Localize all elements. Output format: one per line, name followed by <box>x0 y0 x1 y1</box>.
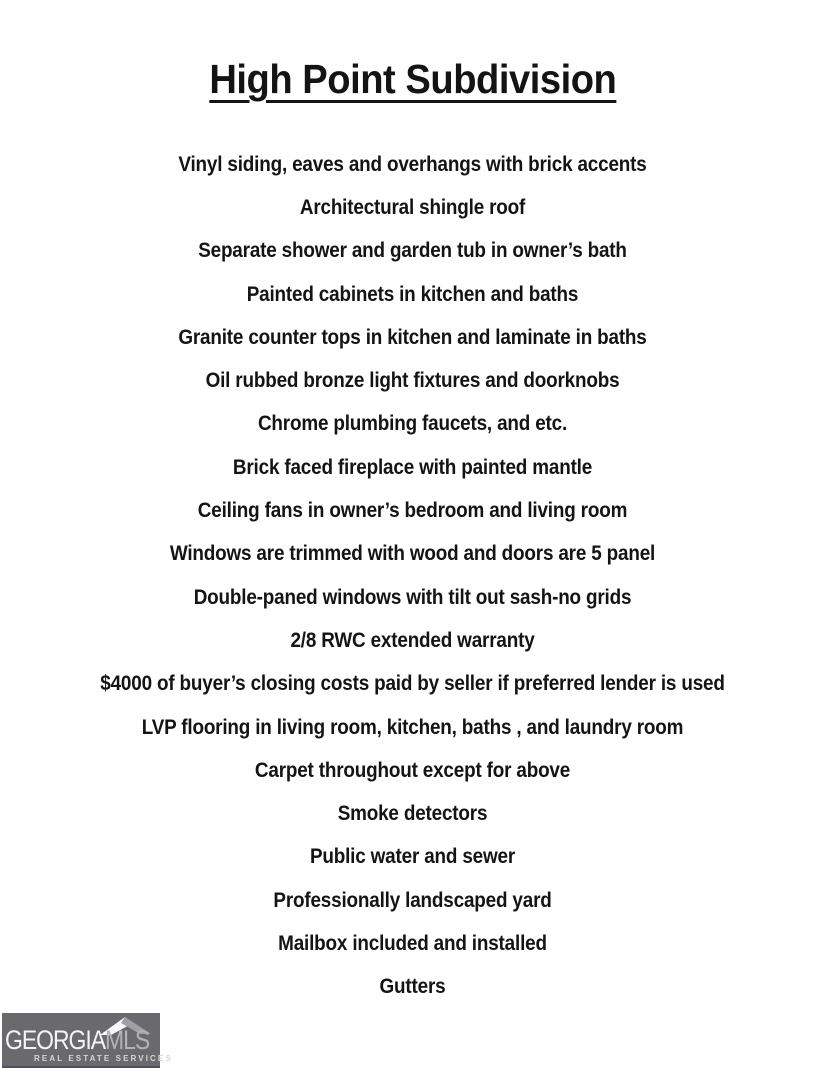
feature-line: Public water and sewer <box>309 845 516 869</box>
feature-line: Separate shower and garden tub in owner’s bath <box>198 239 627 263</box>
feature-line: $4000 of buyer’s closing costs paid by seller if preferred lender is used <box>100 672 725 696</box>
logo-tagline: REAL ESTATE SERVICES <box>34 1054 173 1063</box>
feature-line: Granite counter tops in kitchen and laminate in baths <box>178 325 647 349</box>
feature-line: LVP flooring in living room, kitchen, baths , and laundry room <box>141 715 684 739</box>
feature-line: Painted cabinets in kitchen and baths <box>246 282 579 306</box>
feature-line: Oil rubbed bronze light fixtures and doorknobs <box>205 369 620 393</box>
feature-line: Mailbox included and installed <box>278 931 547 955</box>
feature-line: Carpet throughout except for above <box>254 758 571 782</box>
feature-line: Smoke detectors <box>337 802 488 826</box>
feature-line: 2/8 RWC extended warranty <box>290 628 535 652</box>
feature-line: Gutters <box>379 975 446 999</box>
feature-line: Ceiling fans in owner’s bedroom and living room <box>197 499 628 523</box>
logo-brand-secondary: MLS <box>104 1025 150 1055</box>
feature-line: Professionally landscaped yard <box>273 888 552 912</box>
feature-line: Architectural shingle roof <box>299 195 526 219</box>
feature-list <box>0 143 825 1009</box>
feature-line: Chrome plumbing faucets, and etc. <box>257 412 568 436</box>
georgia-mls-logo <box>2 1013 173 1068</box>
page-title <box>0 56 825 103</box>
page-title-text: High Point Subdivision <box>208 56 617 102</box>
logo-brand <box>5 1027 149 1054</box>
feature-line: Double-paned windows with tilt out sash-no grids <box>193 585 632 609</box>
logo-brand-primary: GEORGIA <box>5 1025 105 1055</box>
feature-line: Brick faced fireplace with painted mantle <box>232 455 593 479</box>
feature-line: Vinyl siding, eaves and overhangs with brick accents <box>178 152 647 176</box>
feature-line: Windows are trimmed with wood and doors are 5 panel <box>169 542 656 566</box>
